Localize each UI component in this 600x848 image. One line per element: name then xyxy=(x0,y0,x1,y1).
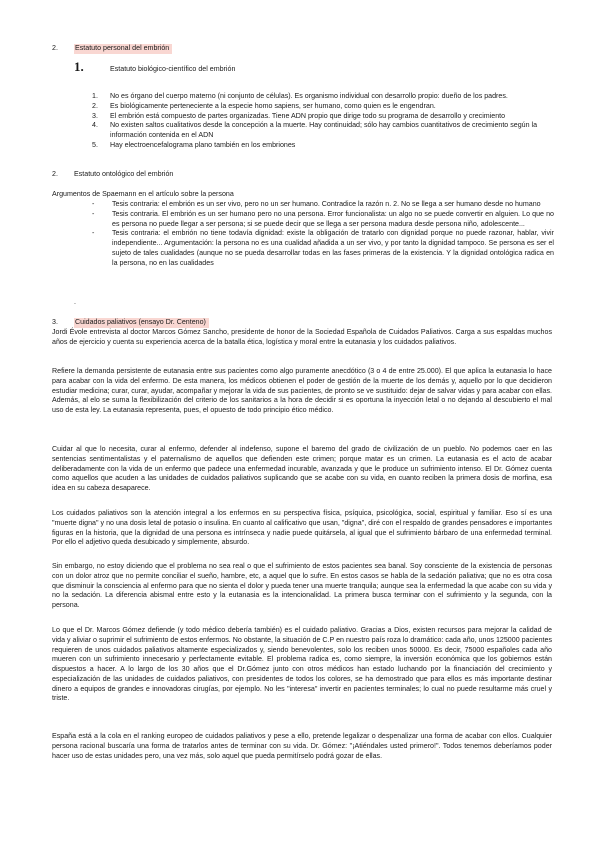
list-number: 3. xyxy=(92,111,98,120)
section-estatuto-personal xyxy=(52,44,552,54)
list-text: Tesis contraria. El embrión es un ser humano pero no una persona. Error funcionalista: un algo no se puede convertir en alguien. Lo que no es persona no puede llegar a ser persona; si se puede decir que se llega a ser persona madura desde persona niño, adolescente... xyxy=(112,209,554,228)
list-item xyxy=(92,229,554,268)
bullet-dash: - xyxy=(92,200,95,208)
biological-list xyxy=(92,92,552,151)
list-item xyxy=(92,200,554,210)
section-estatuto-ontologico xyxy=(52,170,552,180)
list-text: No es órgano del cuerpo materno (ni conjunto de células). Es organismo individual con desarrollo propio: dueño de los padres. xyxy=(110,92,508,100)
section-title: Estatuto personal del embrión xyxy=(74,44,172,54)
bullet-dash: - xyxy=(92,209,95,218)
subsection-biologico xyxy=(74,58,235,76)
section-number: 2. xyxy=(52,44,58,52)
list-item xyxy=(92,102,552,112)
list-text: No existen saltos cualitativos desde la concepción a la muerte. Hay continuidad; sólo hay cambios cuantitativos de crecimiento según la información contenida en el ADN xyxy=(110,121,538,140)
section-title: Estatuto ontológico del embrión xyxy=(74,170,174,178)
bullet-dash: - xyxy=(92,229,95,238)
section-cuidados-paliativos xyxy=(52,318,552,328)
paragraph: Cuidar al que lo necesita, curar al enfermo, defender al indefenso, supone el baremo del grado de civilización de un pueblo. No podemos caer en las sentencias sentimentalistas y el paternalismo de aquellos que defienden este crimen; porque matar es un crimen. La eutanasia es el acto de acabar deliberadamente con la vida de un enfermo que padece una enfermedad incurable, avanzada y que le produce un sufrimiento intenso. El Dr. Gómez cuenta como aquellos que acuden a las unidades de cuidados paliativos suplicando que se acabe con su vida, en cuanto reciben la primera dosis de morfina, esa idea en su cabeza desaparece. xyxy=(52,445,552,493)
list-number: 1. xyxy=(92,92,98,100)
list-text: Es biológicamente perteneciente a la especie homo sapiens, ser humano, como quien es le engendran. xyxy=(110,101,436,110)
paragraph: Refiere la demanda persistente de eutanasia entre sus pacientes como algo puramente anecdótico (3 o 4 de entre 25.000). El que aplica la eutanasia lo hace para acabar con la vida del enfermo. De esta manera, los médicos obtienen el poder de gestión de la muerte de los demás y, aquello por lo que decidieron estudiar medicina; curar, curar, ayudar, acompañar y mejorar la vida de sus pacientes, de pronto se ve sustituido: dejar de salvar vidas y para acabar con ellas. Además, al elo se suma la flexibilización del criterio de los sanitarios a la hora de decidir si es oportuna la inyección letal o no dejando al descubierto el mal uso de esta ley. La eutanasia representa, pues, el opuesto de todo principio ético médico. xyxy=(52,367,552,415)
arguments-title: Argumentos de Spaemann en el artículo sobre la persona xyxy=(52,190,234,198)
section-number: 3. xyxy=(52,318,58,326)
list-item xyxy=(92,210,554,230)
stray-dot: . xyxy=(74,298,76,306)
list-item xyxy=(92,141,552,151)
list-text: Tesis contraria: el embrión no tiene todavía dignidad: existe la obligación de tratarlo con dignidad porque no puede razonar, hablar, vivir independiente... Argumentación: la persona no es una cualidad añadida a un ser vivo, y por tanto la dignidad tampoco. Se persona es ser el sujeto de tales cualidades (aunque no se pueda desarrollar todas en las fases primeras de la existencia. Y la dignidad ontológica radica en la persona, no en las cualidades xyxy=(112,229,554,267)
paragraph: Jordi Évole entrevista al doctor Marcos Gómez Sancho, presidente de honor de la Sociedad Española de Cuidados Paliativos. Carga a sus espaldas muchos años de ejercicio y cuenta su experiencia acerca de la batalla ética, logística y moral entre la eutanasia y los cuidados paliativos. xyxy=(52,328,552,346)
arguments-list xyxy=(92,200,554,268)
list-text: El embrión está compuesto de partes organizadas. Tiene ADN propio que dirige todo su programa de desarrollo y crecimiento xyxy=(110,111,506,120)
paragraph: Los cuidados paliativos son la atención integral a los enfermos en su perspectiva física, psíquica, psicológica, social, espiritual y familiar. Eso sí es una "muerte digna" y no una dosis letal de potasio o insulina. En cuanto al calificativo que usan, "digna", diré con el respaldo de grandes pensadores e importantes figuras en la historia, que la dignidad de una persona es intrínseca y nadie puede quitársela, al igual que el sufrimiento bárbaro de una enfermedad terminal. Por ello el adjetivo queda desubicado y simplemente, absurdo. xyxy=(52,509,552,547)
list-number: 5. xyxy=(92,140,98,149)
section-number: 2. xyxy=(52,170,58,178)
paragraph: Sin embargo, no estoy diciendo que el problema no sea real o que el sufrimiento de estos pacientes sea banal. Soy consciente de la existencia de personas con un dolor atroz que no permite conciliar el sueño, hambre, etc, a aquel que lo sufre. En estos casos se habla de la sedación paliativa; que no es otra cosa que disminuir la consciencia al enfermo para que no sienta el dolor y pueda tener una muerte tranquila; aunque sea la enfermedad la que acabe con su vida y no la sedación. La diferencia abismal entre esto y la eutanasia es la intencionalidad. La primera busca terminar con el sufrimiento y la segunda, con la persona. xyxy=(52,562,552,610)
paragraph: Lo que el Dr. Marcos Gómez defiende (y todo médico debería también) es el cuidado paliativo. Gracias a Dios, existen recursos para mejorar la calidad de vida y aliviar o suprimir el sufrimiento de estos enfermos. No obstante, la situación de C.P en nuestro país roza lo dramático: cada año, unos 125000 pacientes requieren de unos cuidados paliativos altamente especializados y, siendo benevolentes, solo los reciben unos 50000. Es decir, 75000 españoles cada año mueren con un sufrimiento innecesario y perfectamente evitable. El problema radica es, como siempre, la inversión económica que los gobiernos están dispuestos a hacer. A lo largo de los 30 años que el Dr.Gómez junto con otros médicos han estado luchando por la financiación del crecimiento y especialización de las unidades de cuidados paliativos, con presidentes de todos los colores, se ha demostrado que para ellos es más importante destinar dinero a equipos de grandes e innovadoras cirugías, por ejemplo. No les "interesa" invertir en pacientes terminales; lo cual no puede resultarme más cruel y triste. xyxy=(52,626,552,703)
subsection-title: Estatuto biológico-científico del embrión xyxy=(110,65,236,73)
list-item xyxy=(92,92,552,102)
list-number: 2. xyxy=(92,101,98,110)
section-title: Cuidados paliativos (ensayo Dr. Centeno) xyxy=(74,318,209,328)
list-item xyxy=(92,112,552,122)
list-item xyxy=(92,121,552,141)
list-text: Hay electroencefalograma plano también en los embriones xyxy=(110,140,296,149)
subsection-number: 1. xyxy=(74,59,84,74)
list-number: 4. xyxy=(92,121,98,130)
list-text: Tesis contraria: el embrión es un ser vivo, pero no un ser humano. Contradice la razón n. 2. No se llega a ser humano desde no humano xyxy=(112,200,541,208)
paragraph: España está a la cola en el ranking europeo de cuidados paliativos y pese a ello, pretende legalizar o despenalizar una forma de acabar con ellos. Cualquier persona racional buscaría una forma de tratarlos antes de terminar con su vida. Dr. Gómez: "¡Atiéndales usted primero!". Todos tenemos deberíamos poder hacer uso de estas unidades pero, una vez más, solo aquel que pueda permitírselo podrá gozar de ellas. xyxy=(52,732,552,760)
